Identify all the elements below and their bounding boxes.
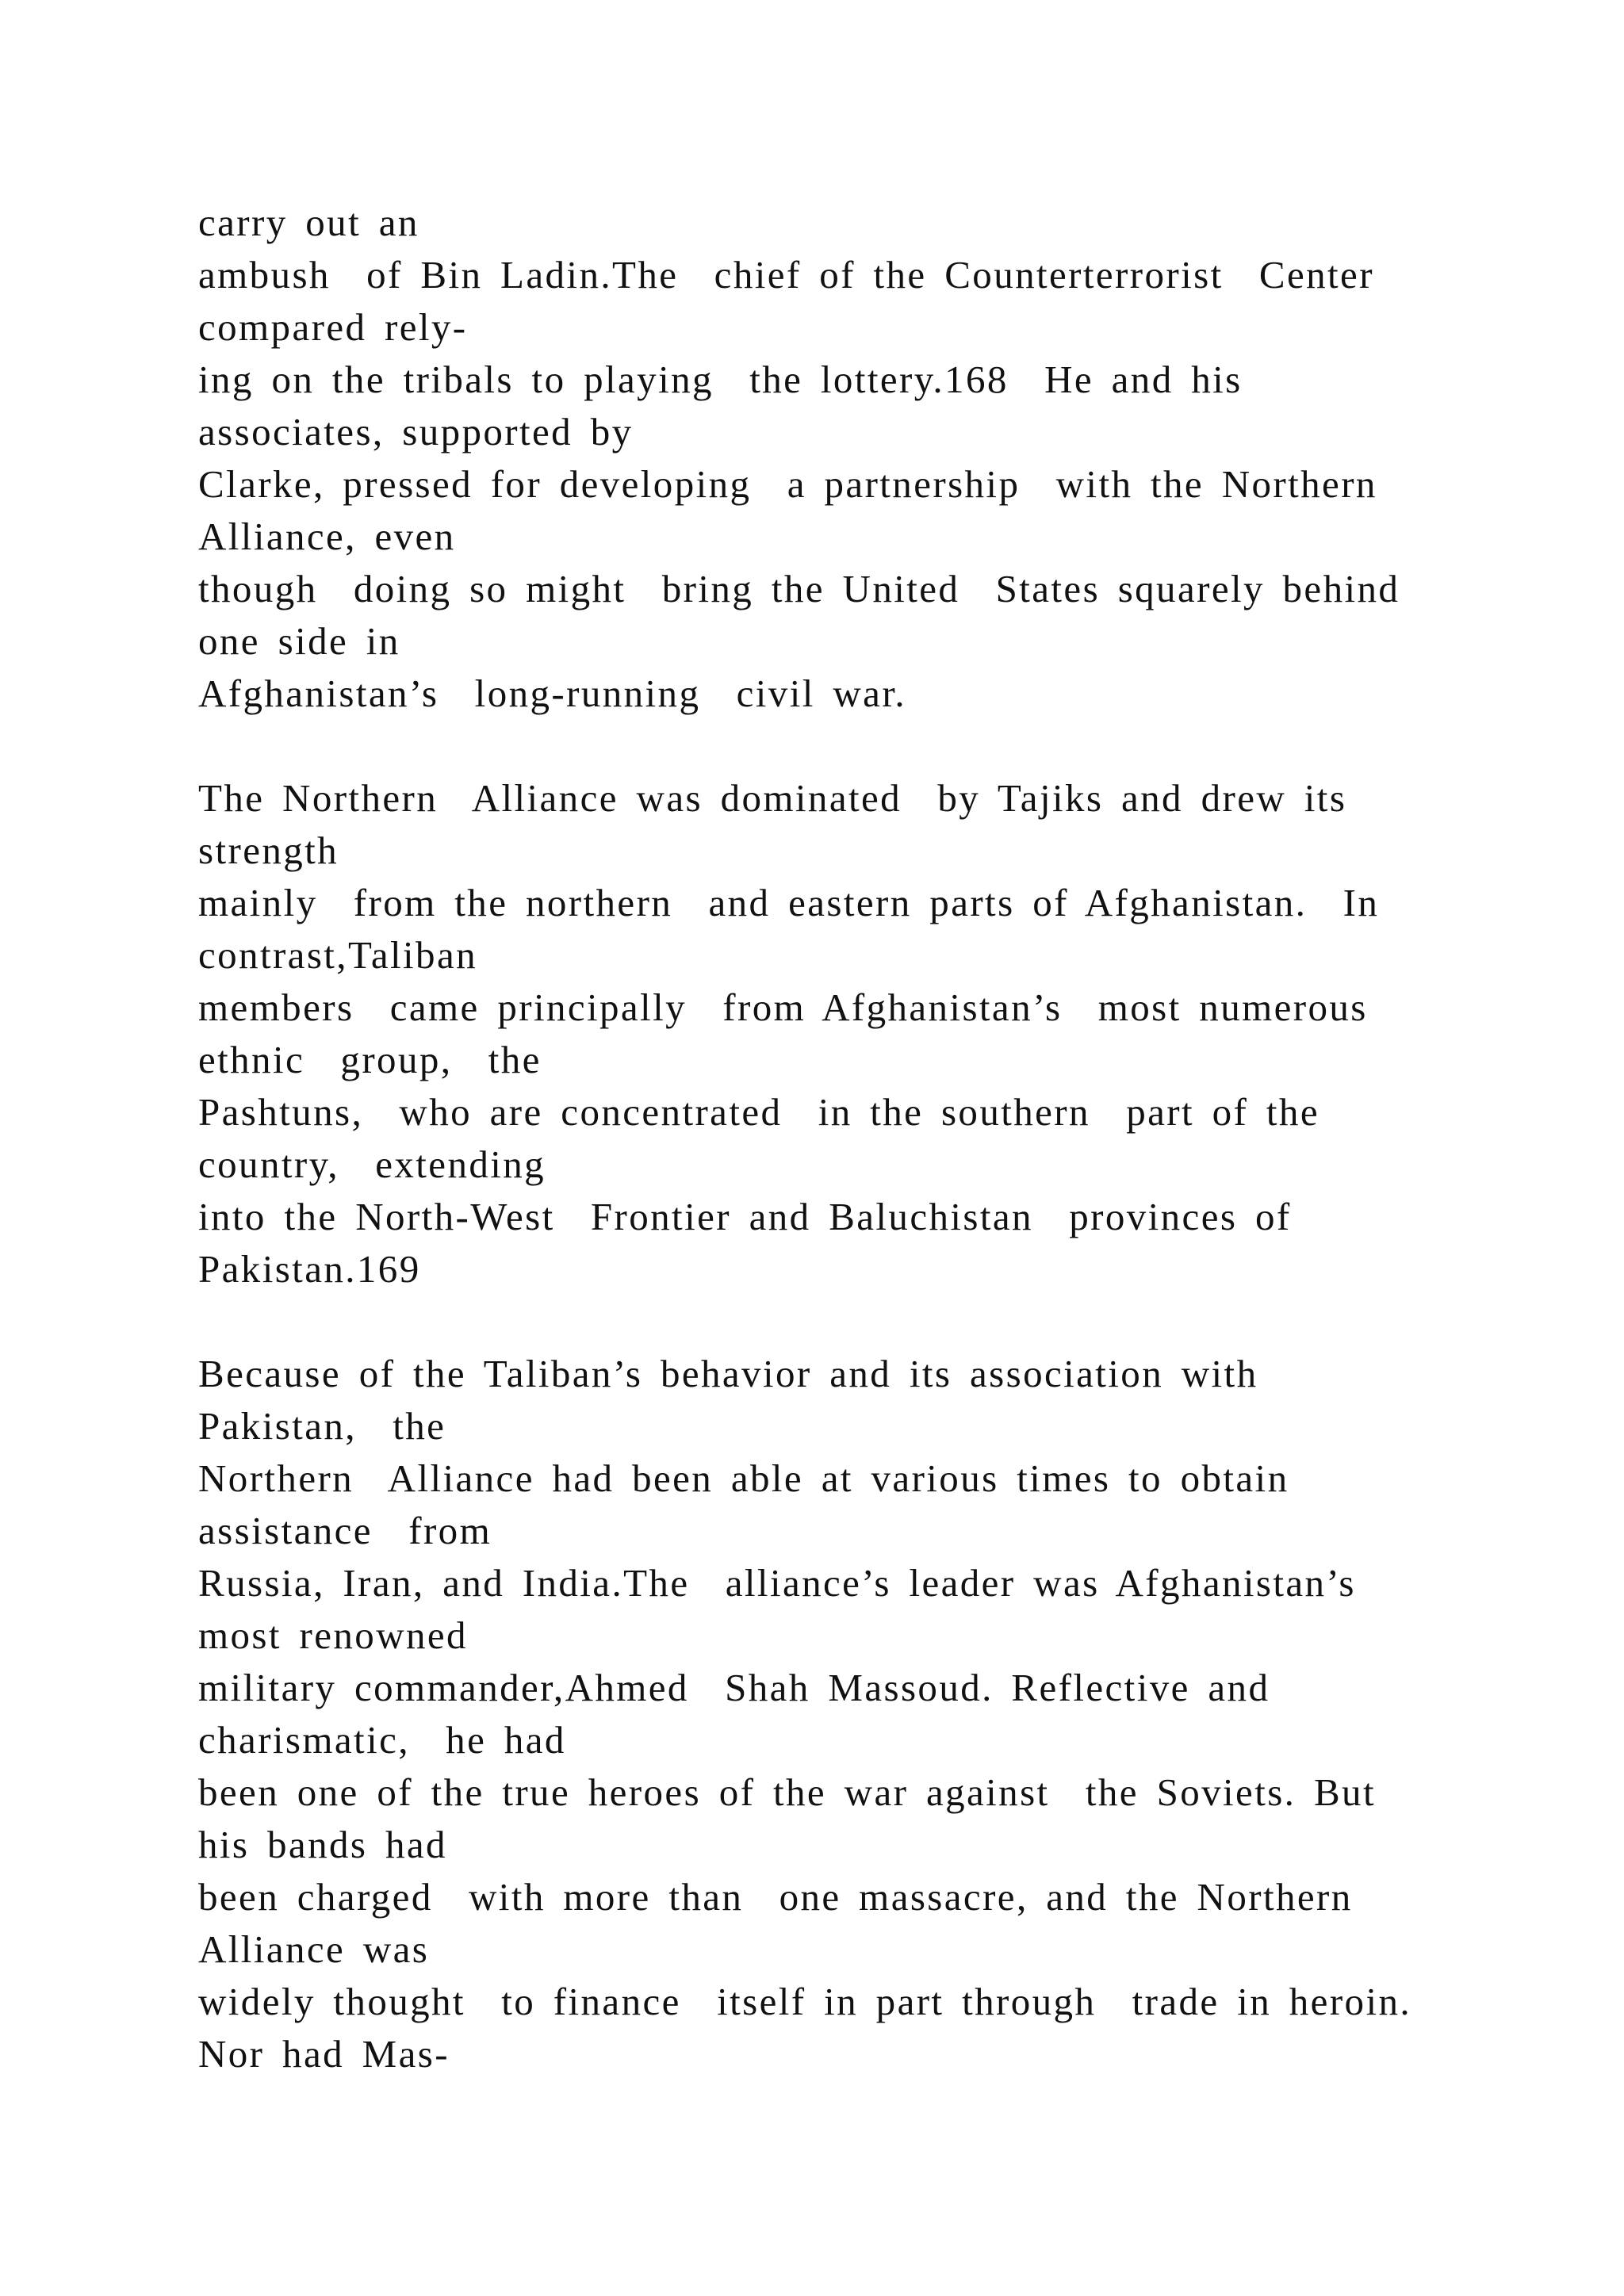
text-line: one side in	[198, 619, 400, 663]
text-line: military commander,Ahmed Shah Massoud. Reflective and	[198, 1666, 1270, 1709]
text-line: Pashtuns, who are concentrated in the southern part of the	[198, 1090, 1320, 1134]
text-line: his bands had	[198, 1823, 447, 1866]
text-line: ethnic group, the	[198, 1038, 542, 1081]
text-line: mainly from the northern and eastern parts of Afghanistan. In	[198, 881, 1380, 924]
text-line: been charged with more than one massacre, and the Northern	[198, 1875, 1353, 1919]
text-line: contrast,Taliban	[198, 933, 477, 977]
text-line: Clarke, pressed for developing a partnership with the Northern	[198, 462, 1377, 506]
text-line: Nor had Mas-	[198, 2032, 450, 2076]
text-line: members came principally from Afghanistan’s most numerous	[198, 985, 1368, 1029]
text-line: associates, supported by	[198, 410, 634, 453]
text-line: Afghanistan’s long-running civil war.	[198, 672, 906, 715]
text-line: Alliance, even	[198, 515, 456, 558]
text-line: Russia, Iran, and India.The alliance’s leader was Afghanistan’s	[198, 1561, 1356, 1605]
paragraph-1	[198, 197, 1483, 720]
text-line: into the North-West Frontier and Baluchistan provinces of	[198, 1195, 1292, 1238]
text-line: country, extending	[198, 1142, 546, 1186]
text-line: ing on the tribals to playing the lottery.168 He and his	[198, 358, 1243, 401]
text-line: ambush of Bin Ladin.The chief of the Counterterrorist Center	[198, 253, 1374, 297]
text-line: The Northern Alliance was dominated by Tajiks and drew its	[198, 776, 1347, 820]
text-line: Because of the Taliban’s behavior and its association with	[198, 1352, 1258, 1395]
text-line: Pakistan, the	[198, 1404, 446, 1448]
text-line: widely thought to finance itself in part through trade in heroin.	[198, 1980, 1412, 2023]
text-line: though doing so might bring the United States squarely behind	[198, 567, 1400, 610]
text-line: been one of the true heroes of the war against the Soviets. But	[198, 1770, 1376, 1814]
text-line: Northern Alliance had been able at various times to obtain	[198, 1456, 1289, 1500]
text-line: compared rely-	[198, 305, 468, 349]
text-line: assistance from	[198, 1509, 492, 1552]
text-line: carry out an	[198, 201, 419, 244]
text-line: Alliance was	[198, 1927, 430, 1971]
document-page	[198, 197, 1483, 2133]
paragraph-2	[198, 772, 1483, 1295]
text-line: strength	[198, 828, 339, 872]
paragraph-3	[198, 1348, 1483, 2080]
text-line: charismatic, he had	[198, 1718, 566, 1762]
text-line: Pakistan.169	[198, 1247, 421, 1291]
text-line: most renowned	[198, 1613, 468, 1657]
